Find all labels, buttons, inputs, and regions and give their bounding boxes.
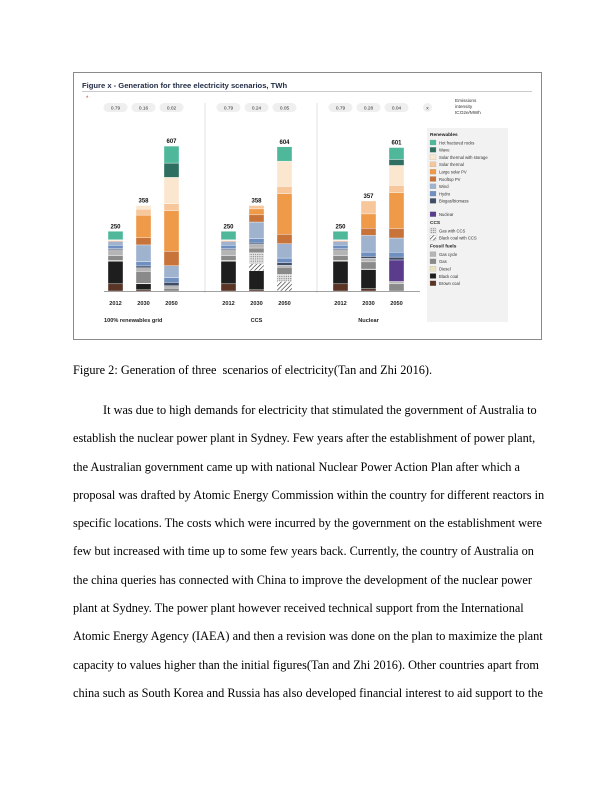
bar-segment-hydro — [221, 245, 236, 249]
legend-swatch-large-solar-pv — [430, 169, 436, 174]
bar-segment-large-solar-pv — [136, 215, 151, 238]
bar-segment-gas — [277, 267, 292, 274]
body-line: It was due to high demands for electricity that stimulated the government of Australia to — [103, 403, 537, 417]
bar-segment-solar-thermal — [164, 204, 179, 211]
bar-segment-wave — [164, 163, 179, 177]
legend-heading: Renewables — [430, 133, 458, 138]
scenario-label: 100% renewables grid — [104, 318, 163, 324]
bar-total-label: 604 — [279, 139, 290, 146]
legend-item-label: Wave — [439, 147, 450, 153]
body-line: few but increased with time up to some few years back. Currently, the country of Australia on — [73, 544, 534, 559]
legend-item-label: Large solar PV — [439, 169, 467, 175]
bar-segment-brown-coal — [249, 290, 264, 291]
figure-frame — [73, 72, 542, 340]
bar-segment-wind — [108, 242, 123, 246]
bar-segment-solar-thermal-storage — [389, 165, 404, 185]
bar-segment-hot-fractured-rocks — [164, 146, 179, 163]
bar-segment-wind — [164, 266, 179, 278]
legend-swatch-nuclear — [430, 212, 436, 217]
figure-title: Figure x - Generation for three electricity scenarios, TWh — [82, 81, 288, 90]
legend-swatch-black-coal-ccs — [430, 235, 436, 240]
bar-segment-gas-cycle — [361, 258, 376, 262]
emissions-value: 0.79 — [223, 106, 234, 112]
bar-segment-gas-cycle — [221, 250, 236, 256]
legend-swatch-hot-fractured-rocks — [430, 140, 436, 145]
bar-segment-hydro — [136, 262, 151, 266]
bar-segment-gas-cycle — [333, 250, 348, 256]
legend-item-label: Wind — [439, 184, 449, 190]
bar-segment-black-coal — [136, 284, 151, 290]
bar-segment-hydro — [164, 278, 179, 283]
bar-segment-biogas — [249, 243, 264, 244]
bar-segment-wind — [136, 245, 151, 262]
bar-segment-hot-fractured-rocks — [389, 148, 404, 160]
x-tick-label: 2030 — [250, 301, 263, 307]
bar-segment-gas — [108, 256, 123, 261]
bar-segment-biogas — [361, 256, 376, 258]
bar-segment-solar-thermal — [277, 186, 292, 193]
bar-segment-black-coal-ccs — [277, 281, 292, 291]
scenario-label: Nuclear — [358, 318, 379, 324]
body-line: specific locations. The costs which were incurred by the government on the establishment were — [73, 516, 542, 531]
legend-swatch-gas-ccs — [430, 228, 436, 233]
bar-segment-solar-thermal — [361, 201, 376, 214]
bar-segment-brown-coal — [333, 284, 348, 291]
scenario-label: CCS — [250, 318, 263, 324]
bar-segment-wind — [389, 238, 404, 252]
legend-item-label: Black coal — [439, 273, 459, 279]
bar-segment-gas — [333, 256, 348, 261]
bar-total-label: 250 — [335, 224, 346, 231]
bar-total-label: 250 — [110, 224, 121, 231]
x-tick-label: 2012 — [334, 301, 347, 307]
body-line: proposal was drafted by Atomic Energy Commission within the country for different reactors in — [73, 487, 545, 502]
bar-segment-brown-coal — [136, 290, 151, 291]
bar-segment-wave — [389, 159, 404, 165]
legend-item-label: Gas with CCS — [439, 228, 466, 234]
bar-segment-brown-coal — [221, 284, 236, 291]
legend-swatch-solar-thermal — [430, 162, 436, 167]
body-line: china such as South Korea and Russia has also developed financial interest to aid support to the — [73, 685, 543, 700]
bar-segment-biogas — [136, 266, 151, 268]
body-paragraph — [73, 396, 543, 707]
legend-heading: Fossil fuels — [430, 244, 457, 250]
bar-segment-gas — [361, 262, 376, 269]
bar-segment-hot-fractured-rocks — [108, 231, 123, 239]
bar-segment-black-coal-ccs — [249, 264, 264, 271]
bar-segment-biogas — [277, 263, 292, 265]
bar-segment-rooftop-pv — [389, 228, 404, 238]
legend-item-label: Diesel — [439, 266, 451, 272]
x-tick-label: 2012 — [222, 301, 235, 307]
legend-item-label: Black coal with CCS — [439, 235, 477, 241]
bar-segment-black-coal — [249, 271, 264, 290]
bar-segment-hydro — [361, 252, 376, 256]
bar-segment-solar-thermal-storage — [277, 161, 292, 186]
bar-segment-black-coal — [221, 261, 236, 284]
legend-swatch-gas-cycle — [430, 252, 436, 257]
emissions-value: 0.05 — [279, 106, 290, 112]
bar-segment-wind — [249, 222, 264, 239]
legend-item-label: Solar thermal with storage — [439, 154, 488, 160]
bar-segment-hydro — [108, 245, 123, 249]
bar-segment-solar-thermal — [136, 209, 151, 215]
emissions-value: 0.02 — [166, 106, 177, 112]
bar-segment-large-solar-pv — [389, 193, 404, 229]
x-tick-label: 2050 — [165, 301, 178, 307]
legend-swatch-solar-thermal-storage — [430, 155, 436, 160]
emissions-value: 0.04 — [391, 106, 402, 112]
bar-segment-gas-cycle — [277, 265, 292, 267]
legend-item-label: Brown coal — [439, 281, 460, 287]
emissions-x-label: x — [426, 106, 429, 112]
legend-item-label: Gas — [439, 259, 447, 265]
emissions-intensity-label: tCO2e/MWh — [455, 110, 481, 115]
body-line: Atomic Energy Agency (IAEA) and then a revision was done on the plan to maximize the plant — [73, 629, 543, 644]
legend-item-label: Solar thermal — [439, 162, 464, 168]
body-line: the Australian government came up with national Nuclear Power Action Plan after which a — [73, 459, 520, 474]
bar-segment-gas-cycle — [389, 281, 404, 283]
figure-marker: * — [86, 96, 89, 102]
legend-heading: CCS — [430, 221, 441, 226]
bar-segment-wind — [361, 235, 376, 252]
emissions-value: 0.79 — [110, 106, 121, 112]
bar-segment-gas-ccs — [277, 274, 292, 281]
bar-segment-wind — [221, 242, 236, 246]
body-line: plant at Sydney. The power plant however received technical support from the International — [73, 601, 524, 616]
bar-segment-hydro — [389, 252, 404, 257]
bar-total-label: 358 — [251, 198, 262, 205]
legend-swatch-rooftop-pv — [430, 177, 436, 182]
bar-segment-brown-coal — [361, 289, 376, 291]
legend-swatch-black-coal — [430, 274, 436, 279]
legend-item-label: Hot fractured rocks — [439, 140, 475, 146]
bar-segment-wind — [333, 242, 348, 246]
emissions-value: 0.16 — [138, 106, 149, 112]
legend-item-label: Nuclear — [439, 212, 454, 217]
bar-segment-large-solar-pv — [164, 211, 179, 252]
bar-segment-solar-thermal — [389, 185, 404, 192]
bar-segment-rooftop-pv — [164, 251, 179, 265]
bar-segment-rooftop-pv — [277, 234, 292, 244]
bar-segment-black-coal — [361, 270, 376, 289]
body-line: capacity to values higher than the initial figures(Tan and Zhi 2016). Other countries apart from — [73, 657, 539, 672]
emissions-value: 0.79 — [335, 106, 346, 112]
legend-swatch-gas — [430, 259, 436, 264]
bar-segment-rooftop-pv — [249, 215, 264, 222]
x-tick-label: 2050 — [390, 301, 403, 307]
legend-item-label: Biogas/biomass — [439, 198, 469, 204]
bar-segment-large-solar-pv — [249, 209, 264, 215]
bar-segment-hydro — [249, 239, 264, 243]
body-line: the china queries has connected with China to improve the development of the nuclear power — [73, 572, 532, 587]
body-line: establish the nuclear power plant in Sydney. Few years after the establishment of power plant, — [73, 431, 536, 446]
x-tick-label: 2030 — [137, 301, 150, 307]
bar-segment-solar-thermal-storage — [164, 177, 179, 203]
bar-segment-hydro — [277, 258, 292, 263]
bar-segment-gas-cycle — [136, 268, 151, 272]
emissions-intensity-label: intensity — [455, 104, 473, 109]
bar-total-label: 357 — [363, 194, 374, 201]
bar-segment-gas — [221, 256, 236, 261]
legend-item-label: Rooftop PV — [439, 176, 461, 182]
bar-segment-hot-fractured-rocks — [277, 147, 292, 161]
bar-total-label: 358 — [138, 198, 149, 205]
bar-segment-gas — [389, 284, 404, 291]
emissions-value: 0.28 — [363, 106, 374, 112]
legend-swatch-wind — [430, 184, 436, 189]
bar-segment-solar-thermal-storage — [136, 206, 151, 210]
bar-segment-hot-fractured-rocks — [333, 231, 348, 239]
bar-total-label: 250 — [223, 224, 234, 231]
bar-segment-large-solar-pv — [277, 194, 292, 235]
x-tick-label: 2050 — [278, 301, 291, 307]
legend-item-label: Hydro — [439, 191, 451, 197]
bar-segment-gas — [249, 248, 264, 253]
legend-swatch-diesel — [430, 266, 436, 271]
bar-segment-large-solar-pv — [361, 214, 376, 228]
bar-segment-brown-coal — [108, 284, 123, 291]
bar-segment-rooftop-pv — [361, 228, 376, 235]
legend-swatch-wave — [430, 147, 436, 152]
figure-caption: Figure 2: Generation of three scenarios of electricity(Tan and Zhi 2016). — [73, 363, 433, 377]
legend-item-label: Gas cycle — [439, 251, 458, 257]
bar-segment-rooftop-pv — [136, 238, 151, 245]
bar-segment-wind — [277, 244, 292, 258]
bar-segment-black-coal — [333, 261, 348, 284]
generation-chart — [74, 73, 541, 339]
bar-total-label: 607 — [166, 139, 177, 146]
bar-segment-hot-fractured-rocks — [221, 231, 236, 239]
bar-segment-black-coal — [108, 261, 123, 284]
bar-segment-gas — [136, 271, 151, 283]
x-tick-label: 2030 — [362, 301, 375, 307]
legend-swatch-hydro — [430, 191, 436, 196]
emissions-value: 0.24 — [251, 106, 262, 112]
bar-segment-solar-thermal — [249, 206, 264, 209]
bar-segment-gas-cycle — [108, 250, 123, 256]
x-tick-label: 2012 — [109, 301, 122, 307]
bar-segment-hydro — [333, 245, 348, 249]
bar-segment-gas-cycle — [249, 244, 264, 248]
legend-swatch-biogas — [430, 198, 436, 203]
bar-segment-nuclear — [389, 260, 404, 281]
bar-segment-biogas — [164, 282, 179, 285]
emissions-intensity-label: Emissions — [455, 98, 477, 103]
bar-segment-gas-ccs — [249, 253, 264, 264]
bar-segment-gas-cycle — [164, 286, 179, 288]
bar-segment-biogas — [389, 257, 404, 260]
bar-total-label: 601 — [391, 140, 402, 147]
bar-segment-gas — [164, 288, 179, 291]
legend-swatch-brown-coal — [430, 281, 436, 286]
